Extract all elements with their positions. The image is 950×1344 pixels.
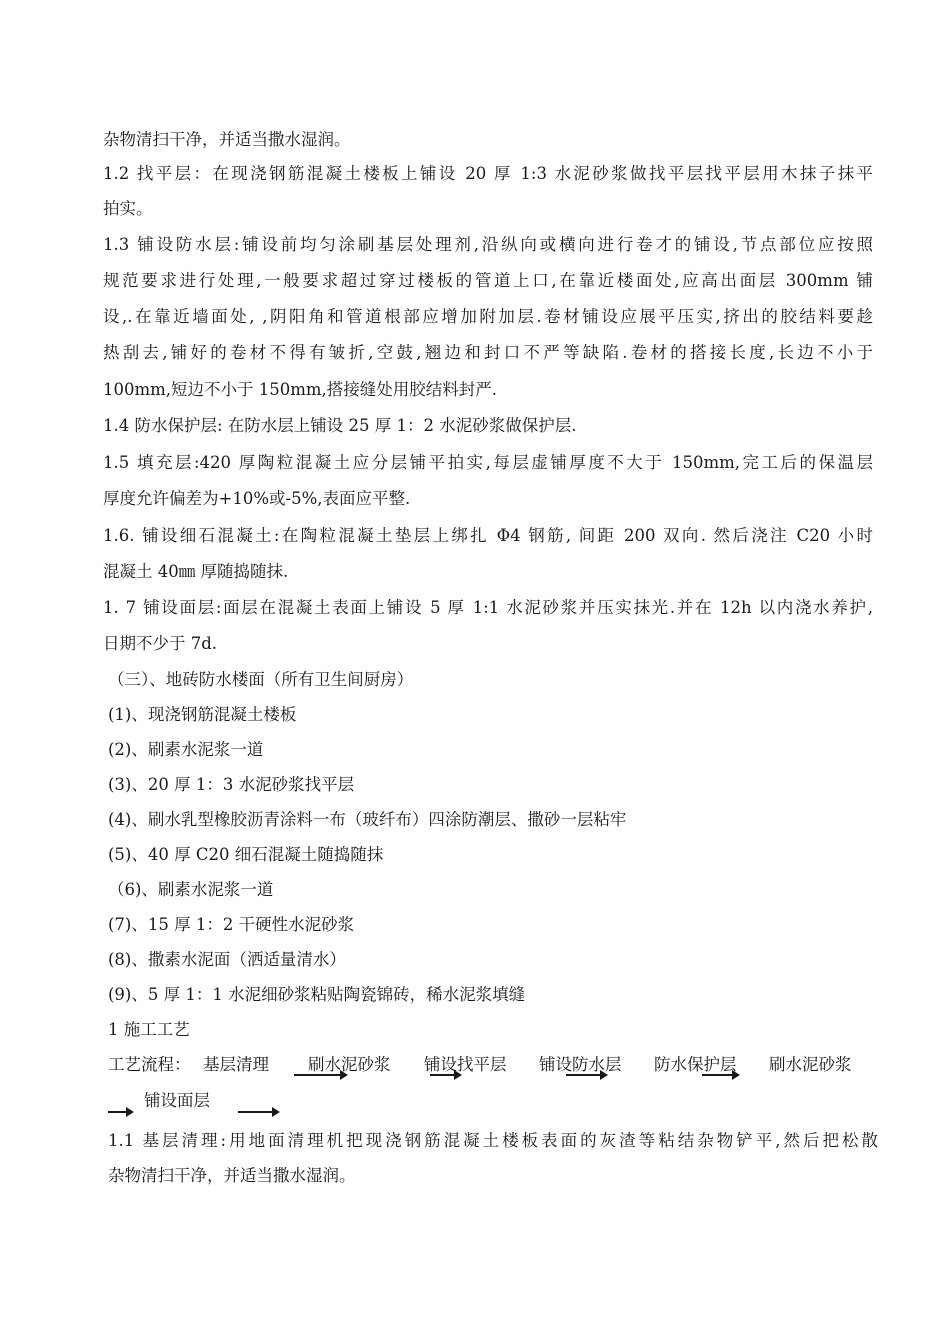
paragraph-line: 热刮去,铺好的卷材不得有皱折,空鼓,翘边和封口不严等缺陷.卷材的搭接长度,长边不小于 (103, 343, 873, 362)
process-flow (108, 1049, 878, 1110)
list-item: （6)、刷素水泥浆一道 (108, 880, 274, 899)
paragraph-line: 1.1 基层清理:用地面清理机把现浇钢筋混凝土楼板表面的灰渣等粘结杂物铲平,然后把松散 (108, 1131, 878, 1150)
list-item: (1)、现浇钢筋混凝土楼板 (108, 705, 297, 724)
flow-step: 防水保护层 (654, 1055, 737, 1074)
paragraph-line: 1.4 防水保护层: 在防水层上铺设 25 厚 1：2 水泥砂浆做保护层. (103, 416, 577, 435)
paragraph-line: 1.2 找平层：在现浇钢筋混凝土楼板上铺设 20 厚 1:3 水泥砂浆做找平层找平层用木抹子抹平 (103, 164, 873, 183)
section-heading: 1 施工工艺 (108, 1020, 190, 1039)
paragraph-line: 1.5 填充层:420 厚陶粒混凝土应分层铺平拍实,每层虚铺厚度不大于 150mm,完工后的保温层 (103, 453, 873, 472)
paragraph-line: 日期不少于 7d. (103, 634, 218, 653)
arrow-right-icon (238, 1111, 278, 1113)
list-item: (7)、15 厚 1：2 干硬性水泥砂浆 (108, 915, 355, 934)
paragraph-line: 规范要求进行处理,一般要求超过穿过楼板的管道上口,在靠近楼面处,应高出面层 300mm 铺 (103, 271, 873, 290)
paragraph-line: 杂物清扫干净，并适当撒水湿润。 (103, 130, 351, 149)
flow-step: 铺设找平层 (424, 1055, 507, 1074)
paragraph-line: 厚度允许偏差为+10%或-5%,表面应平整. (103, 489, 411, 508)
list-item: (4)、刷水乳型橡胶沥青涂料一布（玻纤布）四涂防潮层、撒砂一层粘牢 (108, 810, 627, 829)
list-item: (8)、撒素水泥面（洒适量清水） (108, 950, 346, 969)
paragraph-line: 1.3 铺设防水层:铺设前均匀涂刷基层处理剂,沿纵向或横向进行卷才的铺设,节点部位应按照 (103, 235, 873, 254)
flow-step: 刷水泥砂浆 (308, 1055, 391, 1074)
section-heading: （三）、地砖防水楼面（所有卫生间厨房） (108, 670, 414, 689)
list-item: (9)、5 厚 1：1 水泥细砂浆粘贴陶瓷锦砖，稀水泥浆填缝 (108, 985, 526, 1004)
arrow-right-icon (294, 1074, 346, 1076)
list-item: (5)、40 厚 C20 细石混凝土随捣随抹 (108, 845, 384, 864)
paragraph-line: 拍实。 (103, 199, 153, 218)
arrow-right-icon (702, 1074, 738, 1076)
paragraph-line: 杂物清扫干净，并适当撒水湿润。 (108, 1166, 356, 1185)
flow-label: 工艺流程： (108, 1055, 191, 1074)
list-item: (3)、20 厚 1：3 水泥砂浆找平层 (108, 775, 355, 794)
paragraph-line: 1.6. 铺设细石混凝土:在陶粒混凝土垫层上绑扎 Φ4 钢筋, 间距 200 双向. 然后浇注 C20 小时 (103, 526, 873, 545)
flow-step: 刷水泥砂浆 (769, 1055, 852, 1074)
paragraph-line: 设,.在靠近墙面处, ,阴阳角和管道根部应增加附加层.卷材铺设应展平压实,挤出的胶结料要趁 (103, 307, 873, 326)
flow-step: 铺设防水层 (539, 1055, 622, 1074)
paragraph-line: 1. 7 铺设面层:面层在混凝土表面上铺设 5 厚 1:1 水泥砂浆并压实抹光.并在 12h 以内浇水养护, (103, 598, 873, 617)
arrow-right-icon (430, 1074, 460, 1076)
flow-step: 铺设面层 (144, 1091, 210, 1110)
flow-step: 基层清理 (203, 1055, 269, 1074)
paragraph-line: 混凝土 40㎜ 厚随捣随抹. (103, 562, 289, 581)
list-item: (2)、刷素水泥浆一道 (108, 740, 264, 759)
arrow-right-icon (108, 1111, 132, 1113)
arrow-right-icon (566, 1074, 606, 1076)
paragraph-line: 100mm,短边不小于 150mm,搭接缝处用胶结料封严. (103, 380, 498, 399)
